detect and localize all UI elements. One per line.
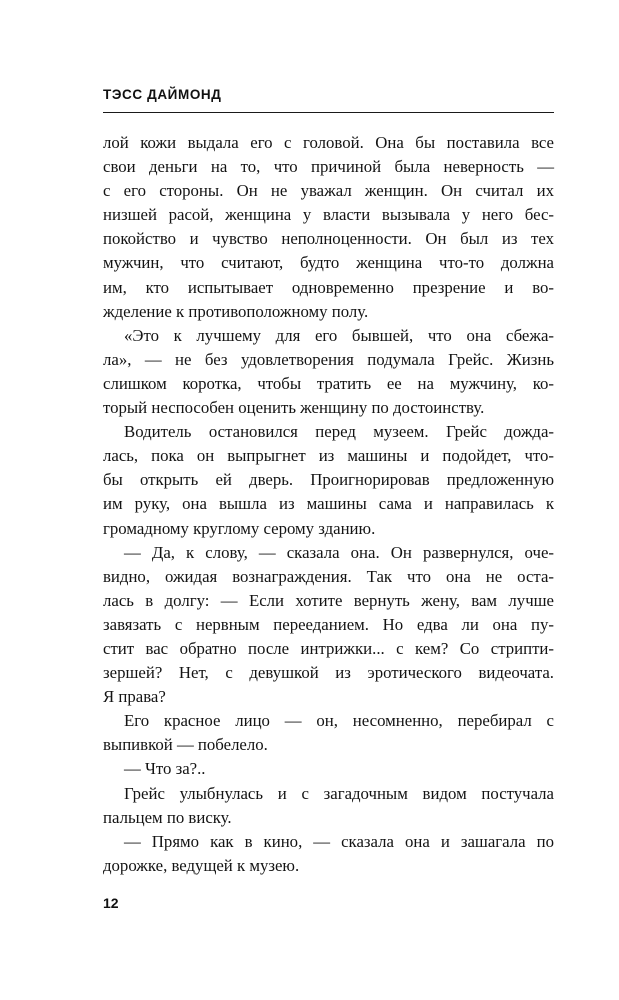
- text-line: выпивкой — побелело.: [103, 735, 268, 755]
- paragraph: [103, 541, 554, 710]
- text-line: «Это к лучшему для его бывшей, что она сбежа-: [124, 325, 554, 345]
- text-line: лась, пока он выпрыгнет из машины и подойдет, что-: [103, 446, 554, 466]
- text-line: — Прямо как в кино, — сказала она и зашагала по: [124, 831, 554, 851]
- paragraph: [103, 757, 554, 781]
- header-rule: [103, 112, 554, 113]
- text-line: с его стороны. Он не уважал женщин. Он считал их: [103, 181, 554, 201]
- text-line: Я права?: [103, 687, 166, 707]
- body-text: [103, 131, 554, 878]
- text-line: завязать с нервным перееданием. Но едва ли она пу-: [103, 614, 554, 634]
- text-line: им, кто испытывает одновременно презрение и во-: [103, 277, 554, 297]
- text-line: им руку, она вышла из машины сама и направилась к: [103, 494, 554, 514]
- text-line: жделение к противоположному полу.: [103, 301, 369, 321]
- text-line: слишком коротка, чтобы тратить ее на мужчину, ко-: [103, 373, 554, 393]
- page-number: 12: [103, 895, 119, 911]
- text-line: мужчин, что считают, будто женщина что-то должна: [103, 253, 554, 273]
- text-line: громадному круглому серому зданию.: [103, 518, 376, 538]
- text-line: лой кожи выдала его с головой. Она бы поставила все: [103, 133, 554, 152]
- text-line: дорожке, ведущей к музею.: [103, 855, 300, 875]
- text-line: Его красное лицо — он, несомненно, перебирал с: [124, 711, 554, 731]
- text-line: покойство и чувство неполноценности. Он был из тех: [103, 229, 554, 249]
- running-title: ТЭСС ДАЙМОНД: [103, 87, 222, 102]
- paragraph: [103, 709, 554, 757]
- text-line: зершей? Нет, с девушкой из эротического видеочата.: [103, 663, 554, 683]
- paragraph: [103, 420, 554, 540]
- text-line: торый неспособен оценить женщину по достоинству.: [103, 398, 485, 418]
- text-line: стит вас обратно после интрижки... с кем? Со стрипти-: [103, 638, 554, 658]
- text-line: низшей расой, женщина у власти вызывала у него бес-: [103, 205, 554, 225]
- text-line: лась в долгу: — Если хотите вернуть жену, вам лучше: [103, 590, 554, 610]
- text-line: видно, ожидая вознаграждения. Так что она не оста-: [103, 566, 554, 586]
- text-line: Грейс улыбнулась и с загадочным видом постучала: [124, 783, 554, 803]
- paragraph: [103, 324, 554, 420]
- paragraph: [103, 830, 554, 878]
- text-line: Водитель остановился перед музеем. Грейс дожда-: [124, 422, 554, 442]
- text-line: пальцем по виску.: [103, 807, 232, 827]
- text-line: свои деньги на то, что причиной была неверность —: [103, 157, 554, 177]
- paragraph: [103, 131, 554, 324]
- text-line: — Что за?..: [124, 759, 206, 779]
- text-line: — Да, к слову, — сказала она. Он развернулся, оче-: [124, 542, 554, 562]
- text-line: бы открыть ей дверь. Проигнорировав предложенную: [103, 470, 554, 490]
- text-line: ла», — не без удовлетворения подумала Грейс. Жизнь: [103, 349, 554, 369]
- paragraph: [103, 782, 554, 830]
